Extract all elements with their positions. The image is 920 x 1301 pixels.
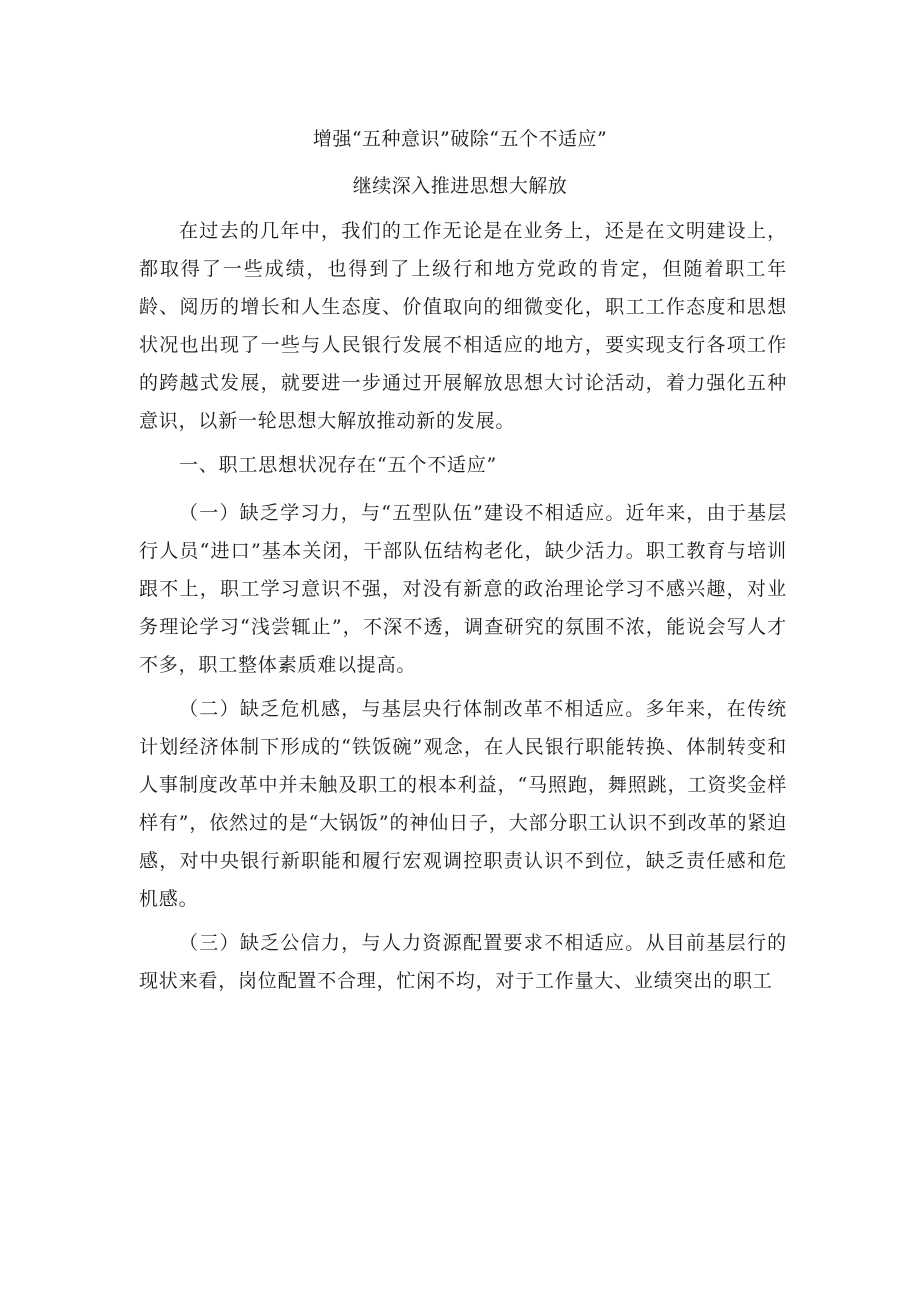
document-body xyxy=(139,212,787,1006)
section-heading: 一、职工思想状况存在“五个不适应” xyxy=(179,454,498,476)
document-title: 增强“五种意识”破除“五个不适应” xyxy=(312,128,608,150)
point-two-paragraph: （二）缺乏危机感，与基层央行体制改革不相适应。多年来，在传统计划经济体制下形成的“铁饭碗”观念，在人民银行职能转换、体制转变和人事制度改革中并未触及职工的根本利益，“马照跑，舞照跳，工资奖金样样有”，依然过的是“大锅饭”的神仙日子，大部分职工认识不到改革的紧迫感，对中央银行新职能和履行宏观调控职责认识不到位，缺乏责任感和危机感。 xyxy=(139,698,787,910)
point-one-paragraph: （一）缺乏学习力，与“五型队伍”建设不相适应。近年来，由于基层行人员“进口”基本关闭，干部队伍结构老化，缺少活力。职工教育与培训跟不上，职工学习意识不强，对没有新意的政治理论学习不感兴趣，对业务理论学习“浅尝辄止”，不深不透，调查研究的氛围不浓，能说会写人才不多，职工整体素质难以提高。 xyxy=(139,502,787,676)
intro-paragraph: 在过去的几年中，我们的工作无论是在业务上，还是在文明建设上，都取得了一些成绩，也得到了上级行和地方党政的肯定，但随着职工年龄、阅历的增长和人生态度、价值取向的细微变化，职工工作态度和思想状况也出现了一些与人民银行发展不相适应的地方，要实现支行各项工作的跨越式发展，就要进一步通过开展解放思想大讨论活动，着力强化五种意识，以新一轮思想大解放推动新的发展。 xyxy=(139,220,787,432)
point-three-paragraph: （三）缺乏公信力，与人力资源配置要求不相适应。从目前基层行的现状来看，岗位配置不合理，忙闲不均，对于工作量大、业绩突出的职工 xyxy=(139,932,787,992)
document-subtitle: 继续深入推进思想大解放 xyxy=(352,175,568,197)
